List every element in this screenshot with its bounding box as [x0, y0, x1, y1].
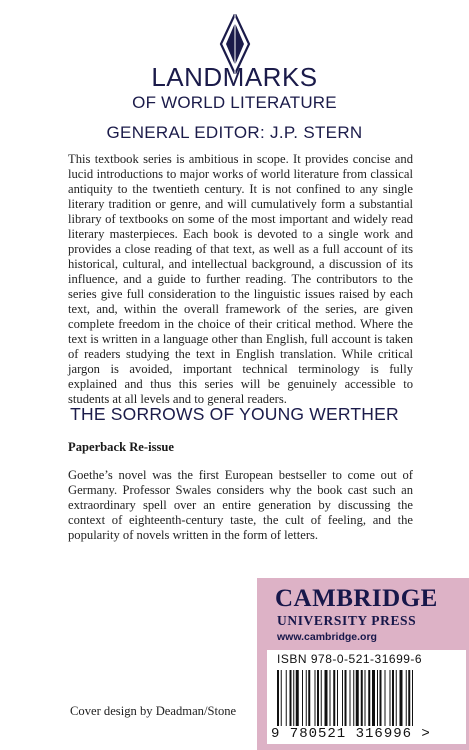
cover-credit: Cover design by Deadman/Stone	[70, 704, 237, 718]
barcode-bar	[342, 670, 343, 726]
barcode-bar	[356, 670, 359, 726]
barcode-bar	[408, 670, 410, 726]
barcode-bar	[400, 670, 403, 726]
barcode-bar	[380, 670, 382, 726]
barcode-bar	[365, 670, 366, 726]
barcode-bar	[321, 670, 322, 726]
book-blurb: Goethe’s novel was the first European bestseller to come out of Germany. Professor Swales considers why the book cast such an extraordinary spell over an entire generation by discussing the context of eighteenth-century taste, the cult of feeling, and the popularity of novels written in the form of letters.	[68, 468, 413, 542]
series-editor: GENERAL EDITOR: J.P. STERN	[106, 123, 363, 142]
barcode-bar	[385, 670, 386, 726]
barcode-bar	[396, 670, 397, 726]
barcode-bar	[296, 670, 299, 726]
barcode-bar	[290, 670, 292, 726]
barcode-bar	[392, 670, 394, 726]
barcode-bar	[361, 670, 363, 726]
barcode-bar	[302, 670, 303, 726]
series-description: This textbook series is ambitious in scope. It provides concise and lucid introductions to major works of world literature from classical antiquity to the twentieth century. It is not confined to any single literary tradition or genre, and will cumulatively form a substantial library of textbooks on some of the most important and widely read literary masterpieces. Each book is devoted to a single work and provides a close reading of that text, as well as a full account of its historical, cultural, and intellectual background, a discussion of its influence, and a guide to further reading. The contributors to the series give full consideration to the linguistic issues raised by each text, and, within the overall framework of the series, are given complete freedom in the choice of their critical method. Where the text is written in a language other than English, full account is taken of readers studying the text in English translation. While critical jargon is avoided, important technical terminology is fully explained and thus this series will be genuinely accessible to students at all levels and to general readers.	[68, 152, 413, 406]
barcode-icon	[275, 670, 461, 726]
book-title: THE SORROWS OF YOUNG WERTHER	[70, 404, 399, 424]
barcode-bar	[281, 670, 282, 726]
publisher-box	[257, 578, 469, 750]
barcode-panel	[267, 650, 466, 744]
isbn-text: ISBN 978-0-521-31699-6	[277, 652, 423, 666]
barcode-bar	[330, 670, 331, 726]
barcode-bar	[390, 670, 391, 726]
barcode-bar	[293, 670, 294, 726]
edition-label: Paperback Re-issue	[68, 440, 174, 454]
series-title: LANDMARKS	[151, 62, 318, 92]
barcode-bar	[308, 670, 310, 726]
barcode-bar	[368, 670, 370, 726]
barcode-bar	[353, 670, 354, 726]
publisher-name: CAMBRIDGE	[275, 585, 438, 612]
barcode-digits: 9 780521 316996 >	[271, 726, 431, 742]
barcode-bar	[333, 670, 335, 726]
series-subtitle: OF WORLD LITERATURE	[132, 93, 337, 112]
barcode-bar	[325, 670, 328, 726]
barcode-bar	[345, 670, 347, 726]
barcode-bar	[277, 670, 279, 726]
barcode-bar	[406, 670, 407, 726]
publisher-press: UNIVERSITY PRESS	[277, 613, 417, 628]
barcode-bar	[412, 670, 413, 726]
barcode-bar	[306, 670, 307, 726]
barcode-bar	[317, 670, 319, 726]
barcode-bar	[337, 670, 338, 726]
barcode-bar	[377, 670, 378, 726]
barcode-bar	[372, 670, 375, 726]
barcode-bar	[350, 670, 351, 726]
barcode-bar	[315, 670, 316, 726]
publisher-url: www.cambridge.org	[277, 631, 377, 643]
barcode-bar	[286, 670, 287, 726]
